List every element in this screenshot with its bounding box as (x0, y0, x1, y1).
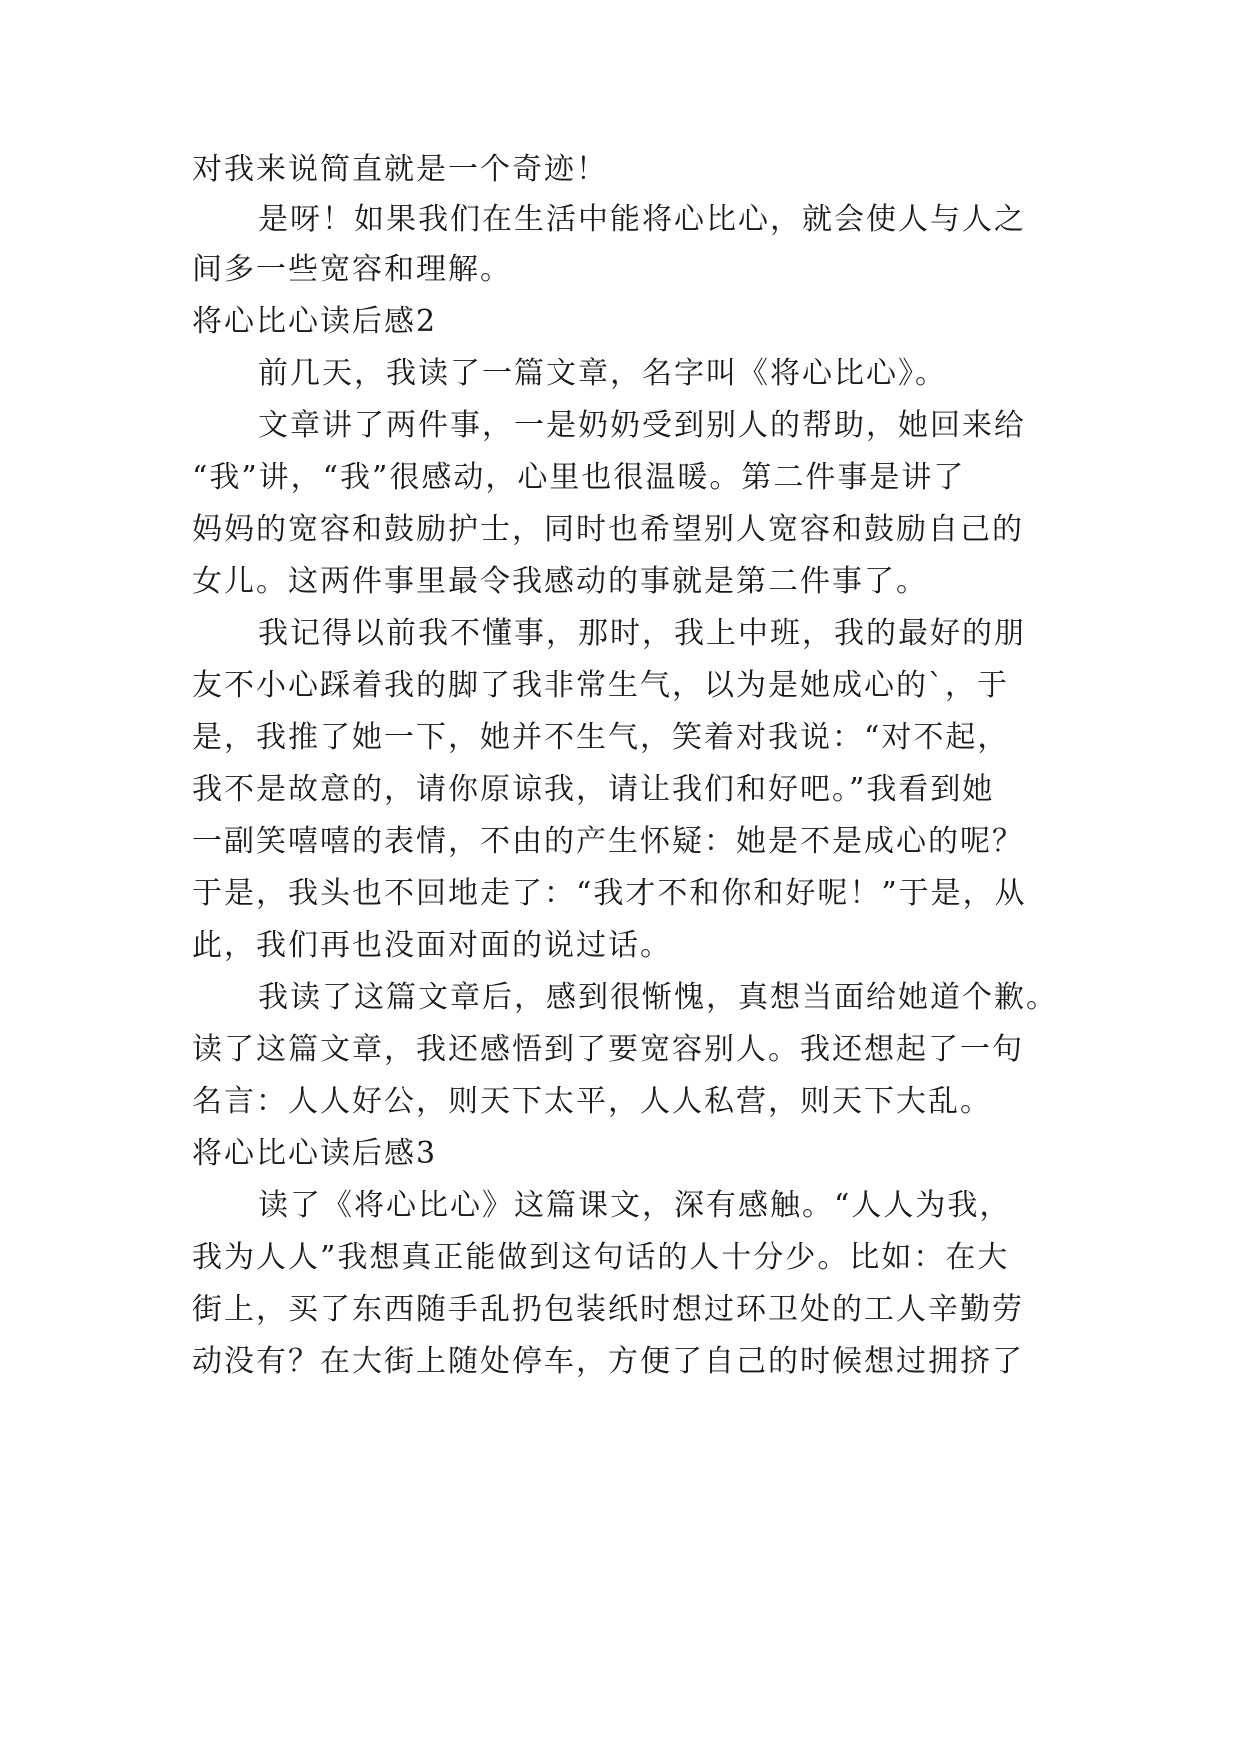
paragraph-line: 动没有？在大街上随处停车，方便了自己的时候想过拥挤了 (192, 1344, 1024, 1379)
paragraph-line: 友不小心踩着我的脚了我非常生气，以为是她成心的`，于 (192, 668, 1009, 703)
paragraph-line: 我记得以前我不懂事，那时，我上中班，我的最好的朋 (258, 616, 1026, 651)
paragraph-line: 名言：人人好公，则天下太平，人人私营，则天下大乱。 (192, 1084, 992, 1119)
paragraph-line: 我不是故意的，请你原谅我，请让我们和好吧。”我看到她 (192, 772, 995, 807)
paragraph-line: 读了《将心比心》这篇课文，深有感触。“人人为我， (258, 1188, 1012, 1223)
paragraph-line: 街上，买了东西随手乱扔包装纸时想过环卫处的工人辛勤劳 (192, 1292, 1024, 1327)
paragraph-line: 间多一些宽容和理解。 (192, 252, 512, 287)
paragraph-line: 于是，我头也不回地走了：“我才不和你和好呢！”于是，从 (192, 876, 1027, 911)
section-heading: 将心比心读后感2 (192, 304, 438, 339)
paragraph-line: 妈妈的宽容和鼓励护士，同时也希望别人宽容和鼓励自己的 (192, 512, 1024, 547)
paragraph-line: 读了这篇文章，我还感悟到了要宽容别人。我还想起了一句 (192, 1032, 1024, 1067)
paragraph-line: 前几天，我读了一篇文章，名字叫《将心比心》。 (258, 356, 947, 391)
paragraph-line: 一副笑嘻嘻的表情，不由的产生怀疑：她是不是成心的呢？ (192, 824, 1024, 859)
paragraph-line: 我读了这篇文章后，感到很惭愧，真想当面给她道个歉。 (258, 980, 1058, 1015)
paragraph-line: 对我来说简直就是一个奇迹！ (192, 152, 608, 187)
paragraph-line: 文章讲了两件事，一是奶奶受到别人的帮助，她回来给 (258, 408, 1026, 443)
section-heading: 将心比心读后感3 (192, 1136, 438, 1171)
paragraph-line: 是，我推了她一下，她并不生气，笑着对我说：“对不起， (192, 720, 1010, 755)
paragraph-line: 此，我们再也没面对面的说过话。 (192, 928, 672, 963)
paragraph-line: 是呀！如果我们在生活中能将心比心，就会使人与人之 (258, 202, 1026, 237)
paragraph-line: 我为人人”我想真正能做到这句话的人十分少。比如：在大 (192, 1240, 1010, 1275)
paragraph-line: “我”讲，“我”很感动，心里也很温暖。第二件事是讲了 (192, 460, 966, 495)
paragraph-line: 女儿。这两件事里最令我感动的事就是第二件事了。 (192, 564, 928, 599)
